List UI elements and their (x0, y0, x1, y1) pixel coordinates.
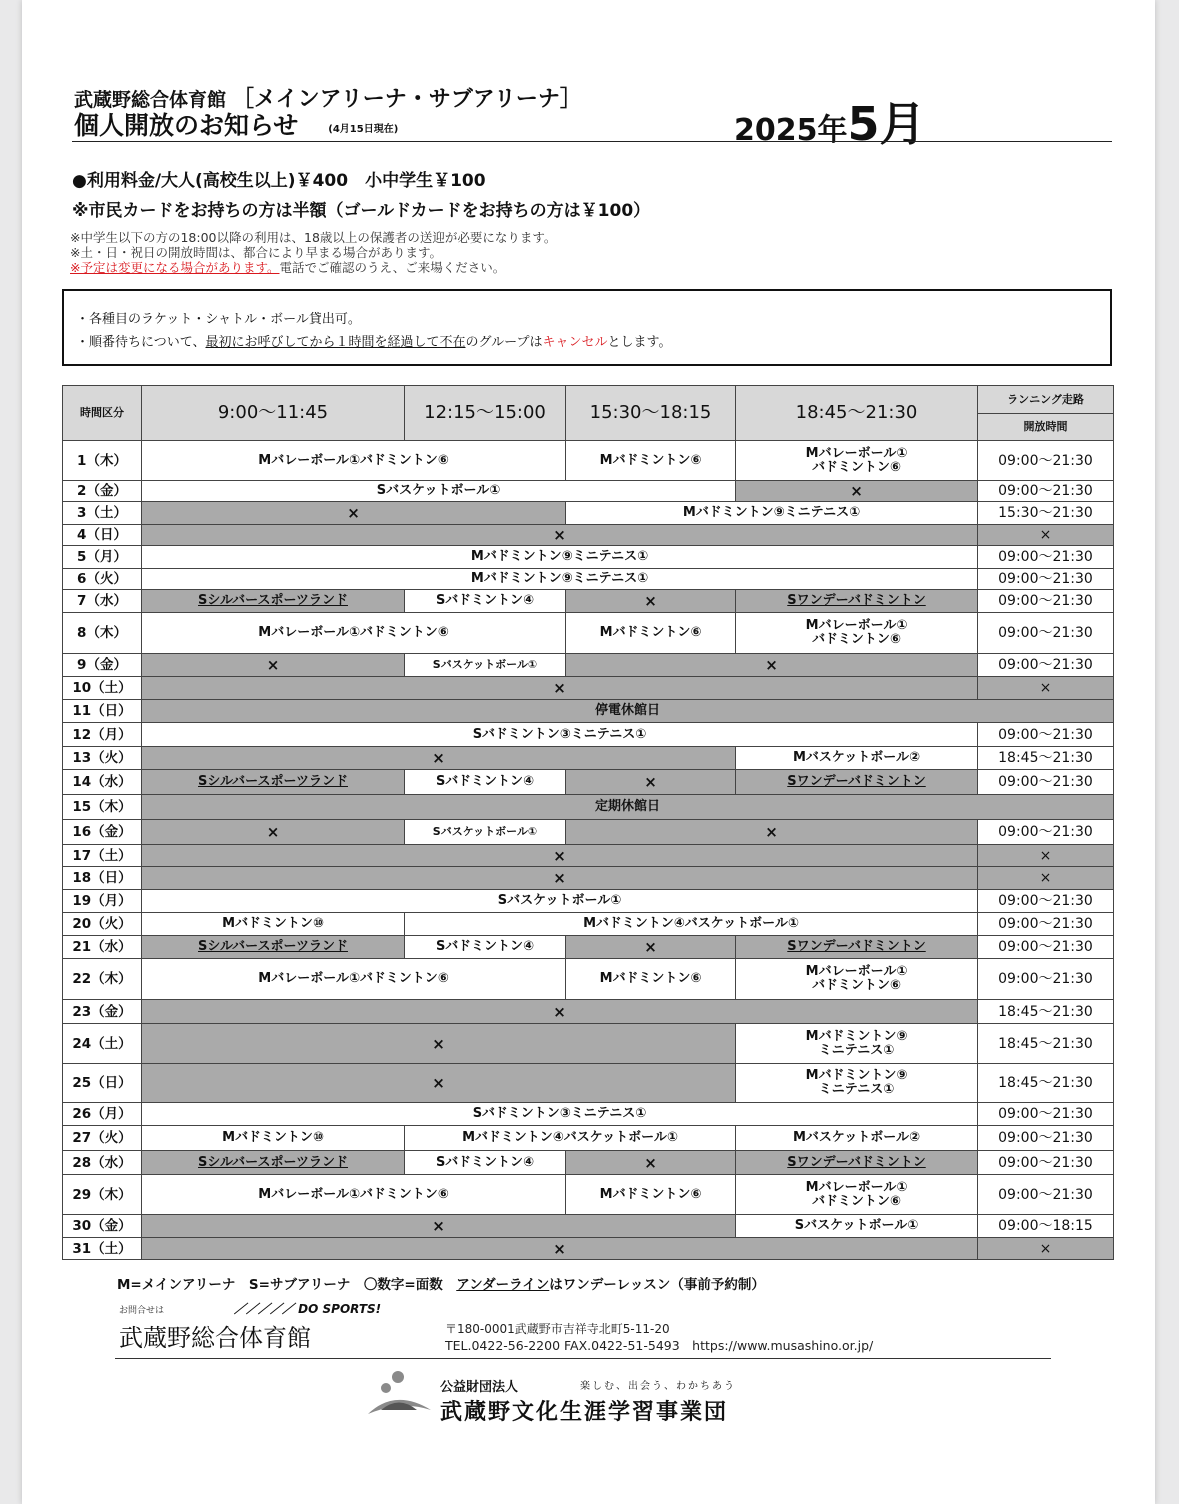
activity-cell: Mバドミントン⑨ ミニテニス① (736, 1064, 978, 1103)
schedule-table (62, 385, 1114, 1260)
activity-cell: Sシルバースポーツランド (142, 936, 405, 959)
closed-cell: × (142, 747, 736, 770)
activity-cell: Mバドミントン⑩ (142, 1126, 405, 1151)
closed-cell: × (142, 654, 405, 677)
foundation-logo-icon (365, 1370, 435, 1420)
date-cell: 14（水） (63, 770, 142, 795)
date-cell: 30（金） (63, 1215, 142, 1238)
rule-line: ・順番待ちについて、最初にお呼びしてから１時間を経過して不在のグループはキャンセルとします。 (76, 335, 672, 350)
arena-names: ［メインアリーナ・サブアリーナ］ (232, 87, 582, 112)
activity-cell: Mバドミントン⑥ (566, 959, 736, 1000)
slogan: ／／／／／ DO SPORTS! (234, 1302, 382, 1316)
schedule-row (63, 890, 1114, 913)
date-cell: 7（水） (63, 590, 142, 613)
running-hours-cell: 15:30～21:30 (978, 502, 1114, 525)
date-cell: 10（土） (63, 677, 142, 700)
running-hours-cell: 09:00～21:30 (978, 959, 1114, 1000)
activity-cell: Mバドミントン⑨ミニテニス① (142, 569, 978, 590)
schedule-row (63, 1238, 1114, 1260)
schedule-row (63, 569, 1114, 590)
closed-cell: × (142, 1000, 978, 1024)
running-track-header: ランニング走路 (978, 386, 1114, 414)
activity-cell: Sワンデーバドミントン (736, 590, 978, 613)
notice-sheet (22, 0, 1155, 1504)
activity-cell: Sバドミントン④ (405, 936, 566, 959)
date-cell: 16（金） (63, 820, 142, 845)
running-hours-cell: × (978, 867, 1114, 890)
running-hours-cell: 09:00～21:30 (978, 723, 1114, 747)
activity-cell: Mバレーボール① バドミントン⑥ (736, 959, 978, 1000)
contact-label: お問合せは (119, 1306, 165, 1316)
schedule-row (63, 1000, 1114, 1024)
date-cell: 29（木） (63, 1175, 142, 1215)
schedule-row (63, 747, 1114, 770)
postal-address: 〒180-0001武蔵野市吉祥寺北町5-11-20 (445, 1322, 670, 1336)
activity-cell: Mバドミントン⑥ (566, 441, 736, 481)
running-hours-cell: 09:00～21:30 (978, 820, 1114, 845)
note-line: ※土・日・祝日の開放時間は、都合により早まる場合があります。 (70, 245, 442, 260)
date-cell: 17（土） (63, 845, 142, 867)
activity-cell: Sバドミントン③ミニテニス① (142, 1103, 978, 1126)
activity-cell: Mバレーボール①バドミントン⑥ (142, 959, 566, 1000)
closed-cell: × (142, 1215, 736, 1238)
date-cell: 27（火） (63, 1126, 142, 1151)
date-cell: 15（木） (63, 795, 142, 820)
activity-cell: 停電休館日 (142, 700, 1114, 723)
running-hours-cell: 18:45～21:30 (978, 1024, 1114, 1064)
activity-cell: Mバレーボール①バドミントン⑥ (142, 441, 566, 481)
note-line: ※予定は変更になる場合があります。電話でご確認のうえ、ご来場ください。 (70, 260, 506, 275)
time-slot-header: 12:15～15:00 (405, 386, 566, 441)
schedule-row (63, 770, 1114, 795)
rule-line: ・各種目のラケット・シャトル・ボール貸出可。 (76, 312, 361, 327)
schedule-row (63, 1126, 1114, 1151)
schedule-row (63, 723, 1114, 747)
activity-cell: Mバドミントン⑥ (566, 1175, 736, 1215)
running-hours-cell: 09:00～21:30 (978, 770, 1114, 795)
schedule-row (63, 1024, 1114, 1064)
closed-cell: × (142, 502, 566, 525)
running-hours-cell: 09:00～21:30 (978, 481, 1114, 502)
schedule-row (63, 700, 1114, 723)
activity-cell: 定期休館日 (142, 795, 1114, 820)
date-cell: 24（土） (63, 1024, 142, 1064)
activity-cell: Sバスケットボール① (405, 654, 566, 677)
running-hours-cell: 09:00～21:30 (978, 1103, 1114, 1126)
activity-cell: Mバドミントン⑨ ミニテニス① (736, 1024, 978, 1064)
year-month: 2025年5月 (734, 97, 926, 151)
running-hours-cell: 09:00～21:30 (978, 936, 1114, 959)
activity-cell: Sシルバースポーツランド (142, 590, 405, 613)
header-row (63, 386, 1114, 414)
date-cell: 13（火） (63, 747, 142, 770)
legend: M=メインアリーナ S=サブアリーナ 〇数字=面数 アンダーラインはワンデーレッスン（事前予約制） (117, 1277, 765, 1293)
schedule-row (63, 613, 1114, 654)
schedule-row (63, 820, 1114, 845)
activity-cell: Mバレーボール①バドミントン⑥ (142, 613, 566, 654)
running-hours-cell: × (978, 845, 1114, 867)
running-hours-cell: 09:00～21:30 (978, 1126, 1114, 1151)
date-cell: 9（金） (63, 654, 142, 677)
activity-cell: Mバドミントン④バスケットボール① (405, 913, 978, 936)
running-hours-cell: 09:00～21:30 (978, 613, 1114, 654)
date-cell: 1（木） (63, 441, 142, 481)
time-division-header: 時間区分 (63, 386, 142, 441)
activity-cell: Sバドミントン④ (405, 770, 566, 795)
time-slot-header: 15:30～18:15 (566, 386, 736, 441)
date-cell: 5（月） (63, 546, 142, 569)
running-hours-cell: 09:00～21:30 (978, 913, 1114, 936)
running-hours-cell: 09:00～21:30 (978, 441, 1114, 481)
date-cell: 25（日） (63, 1064, 142, 1103)
date-cell: 19（月） (63, 890, 142, 913)
closed-cell: × (736, 481, 978, 502)
date-cell: 26（月） (63, 1103, 142, 1126)
foundation-type: 公益財団法人 (440, 1380, 519, 1395)
closed-cell: × (566, 590, 736, 613)
activity-cell: Mバスケットボール② (736, 747, 978, 770)
date-cell: 18（日） (63, 867, 142, 890)
activity-cell: Mバドミントン⑩ (142, 913, 405, 936)
schedule-row (63, 913, 1114, 936)
open-hours-header: 開放時間 (978, 414, 1114, 441)
closed-cell: × (142, 845, 978, 867)
date-cell: 11（日） (63, 700, 142, 723)
closed-cell: × (142, 1024, 736, 1064)
running-hours-cell: 09:00～21:30 (978, 590, 1114, 613)
activity-cell: Sバドミントン④ (405, 590, 566, 613)
note-line: ※中学生以下の方の18:00以降の利用は、18歳以上の保護者の送迎が必要になります。 (70, 230, 557, 245)
running-hours-cell: 09:00～21:30 (978, 654, 1114, 677)
running-hours-cell: 09:00～21:30 (978, 569, 1114, 590)
date-cell: 22（木） (63, 959, 142, 1000)
running-hours-cell: 09:00～21:30 (978, 1151, 1114, 1175)
closed-cell: × (142, 820, 405, 845)
date-cell: 21（水） (63, 936, 142, 959)
schedule-row (63, 481, 1114, 502)
running-hours-cell: 18:45～21:30 (978, 1000, 1114, 1024)
activity-cell: Sシルバースポーツランド (142, 770, 405, 795)
activity-cell: Sバスケットボール① (736, 1215, 978, 1238)
running-hours-cell: 09:00～18:15 (978, 1215, 1114, 1238)
activity-cell: Mバスケットボール② (736, 1126, 978, 1151)
activity-cell: Sバスケットボール① (142, 890, 978, 913)
activity-cell: Sバスケットボール① (142, 481, 736, 502)
schedule-row (63, 502, 1114, 525)
schedule-row (63, 1175, 1114, 1215)
page-title: 個人開放のお知らせ (4月15日現在) (74, 111, 399, 140)
schedule-row (63, 795, 1114, 820)
as-of-date: (4月15日現在) (328, 123, 399, 135)
schedule-row (63, 441, 1114, 481)
fee-line: ●利用料金/大人(高校生以上)￥400 小中学生￥100 (72, 171, 486, 191)
header-divider (72, 141, 1112, 142)
running-hours-cell: 09:00～21:30 (978, 890, 1114, 913)
rules-box (62, 289, 1112, 366)
closed-cell: × (566, 654, 978, 677)
closed-cell: × (142, 867, 978, 890)
date-cell: 20（火） (63, 913, 142, 936)
closed-cell: × (142, 1064, 736, 1103)
tagline: 楽しむ、出会う、わかちあう (580, 1381, 736, 1392)
facility-title: 武蔵野総合体育館 ［メインアリーナ・サブアリーナ］ (74, 87, 582, 112)
schedule-row (63, 867, 1114, 890)
activity-cell: Mバレーボール① バドミントン⑥ (736, 441, 978, 481)
date-cell: 12（月） (63, 723, 142, 747)
schedule-row (63, 654, 1114, 677)
closed-cell: × (142, 525, 978, 546)
date-cell: 31（土） (63, 1238, 142, 1260)
phone-fax-url: TEL.0422-56-2200 FAX.0422-51-5493 https://www.musashino.or.jp/ (445, 1338, 874, 1353)
closed-cell: × (566, 770, 736, 795)
activity-cell: Mバドミントン⑨ミニテニス① (142, 546, 978, 569)
activity-cell: Sワンデーバドミントン (736, 936, 978, 959)
schedule-row (63, 1151, 1114, 1175)
running-hours-cell: 09:00～21:30 (978, 546, 1114, 569)
footer-divider (115, 1358, 1051, 1359)
schedule-row (63, 677, 1114, 700)
schedule-row (63, 845, 1114, 867)
activity-cell: Mバレーボール① バドミントン⑥ (736, 613, 978, 654)
date-cell: 3（土） (63, 502, 142, 525)
date-cell: 23（金） (63, 1000, 142, 1024)
schedule-row (63, 525, 1114, 546)
date-cell: 28（水） (63, 1151, 142, 1175)
discount-line: ※市民カードをお持ちの方は半額（ゴールドカードをお持ちの方は￥100） (72, 201, 651, 221)
schedule-row (63, 1103, 1114, 1126)
organization-name: 武蔵野総合体育館 (119, 1324, 311, 1352)
activity-cell: Mバドミントン⑨ミニテニス① (566, 502, 978, 525)
date-cell: 6（火） (63, 569, 142, 590)
activity-cell: Mバレーボール①バドミントン⑥ (142, 1175, 566, 1215)
closed-cell: × (566, 936, 736, 959)
date-cell: 8（木） (63, 613, 142, 654)
activity-cell: Sバドミントン④ (405, 1151, 566, 1175)
running-hours-cell: 18:45～21:30 (978, 1064, 1114, 1103)
activity-cell: Sバドミントン③ミニテニス① (142, 723, 978, 747)
activity-cell: Mバドミントン④バスケットボール① (405, 1126, 736, 1151)
date-cell: 4（日） (63, 525, 142, 546)
running-hours-cell: 09:00～21:30 (978, 1175, 1114, 1215)
date-cell: 2（金） (63, 481, 142, 502)
running-hours-cell: × (978, 677, 1114, 700)
closed-cell: × (142, 677, 978, 700)
running-hours-cell: × (978, 525, 1114, 546)
schedule-row (63, 1064, 1114, 1103)
time-slot-header: 9:00～11:45 (142, 386, 405, 441)
closed-cell: × (566, 820, 978, 845)
running-hours-cell: × (978, 1238, 1114, 1260)
activity-cell: Sシルバースポーツランド (142, 1151, 405, 1175)
time-slot-header: 18:45～21:30 (736, 386, 978, 441)
activity-cell: Mバドミントン⑥ (566, 613, 736, 654)
activity-cell: Sバスケットボール① (405, 820, 566, 845)
running-hours-cell: 18:45～21:30 (978, 747, 1114, 770)
closed-cell: × (142, 1238, 978, 1260)
closed-cell: × (566, 1151, 736, 1175)
schedule-row (63, 1215, 1114, 1238)
schedule-row (63, 936, 1114, 959)
schedule-row (63, 959, 1114, 1000)
activity-cell: Sワンデーバドミントン (736, 1151, 978, 1175)
foundation-name: 武蔵野文化生涯学習事業団 (440, 1400, 729, 1425)
schedule-row (63, 590, 1114, 613)
activity-cell: Sワンデーバドミントン (736, 770, 978, 795)
schedule-row (63, 546, 1114, 569)
activity-cell: Mバレーボール① バドミントン⑥ (736, 1175, 978, 1215)
